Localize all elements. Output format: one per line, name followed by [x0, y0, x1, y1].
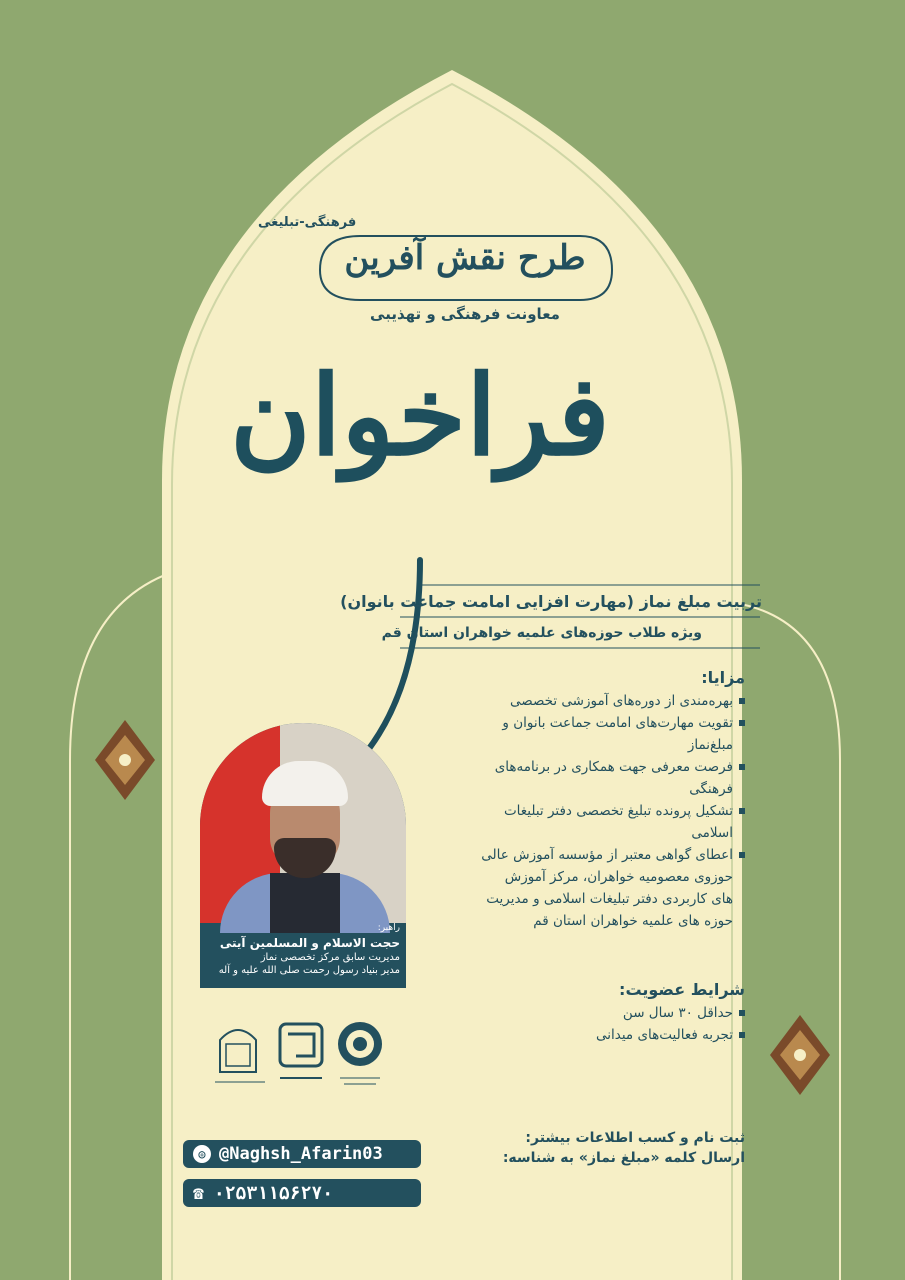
organization-name: معاونت فرهنگی و تهذیبی: [370, 305, 560, 323]
benefits-list: [480, 690, 745, 932]
phone-number-text: ۰۲۵۳۱۱۵۶۲۷۰: [213, 1182, 334, 1204]
membership-list: [520, 1002, 745, 1046]
membership-item: تجربه فعالیت‌های میدانی: [520, 1024, 745, 1046]
membership-title: شرایط عضویت:: [619, 980, 745, 999]
benefit-item: فرصت معرفی جهت همکاری در برنامه‌های فرهنگی: [480, 756, 745, 800]
course-title: تربیت مبلغ نماز (مهارت افزایی امامت جماعت بانوان): [340, 592, 762, 611]
benefit-item: بهره‌مندی از دوره‌های آموزشی تخصصی: [480, 690, 745, 712]
membership-item: حداقل ۳۰ سال سن: [520, 1002, 745, 1024]
guide-photo-card: [200, 723, 406, 988]
benefits-title: مزایا:: [701, 668, 745, 687]
ornament-left: [95, 720, 155, 800]
phone-icon: ☎: [193, 1182, 206, 1204]
registration-info: [480, 1128, 745, 1168]
guide-role-1: مدیریت سابق مرکز تخصصی نماز: [260, 952, 400, 963]
instagram-handle[interactable]: [183, 1140, 421, 1168]
program-logo-text: طرح نقش آفرین: [344, 238, 586, 278]
audience-note: ویژه طلاب حوزه‌های علمیه خواهران استان قم: [381, 625, 702, 641]
benefit-item: تشکیل پرونده تبلیغ تخصصی دفتر تبلیغات اسلامی: [480, 800, 745, 844]
sponsor-logos: [210, 1012, 410, 1092]
instagram-icon: ◎: [193, 1145, 211, 1163]
program-tag: فرهنگی-تبلیغی: [258, 215, 357, 230]
guide-role-2: مدیر بنیاد رسول رحمت صلی الله علیه و آله: [218, 965, 400, 976]
guide-name: حجت الاسلام و المسلمین آیتی: [219, 936, 400, 950]
sponsor-logo-2: [280, 1024, 322, 1078]
phone-number[interactable]: [183, 1179, 421, 1207]
guide-label: راهبر:: [377, 923, 400, 933]
sponsor-logo-1: [215, 1030, 265, 1082]
sponsor-logo-3: [338, 1022, 382, 1084]
guide-caption: [200, 923, 400, 976]
instagram-handle-text: @Naghsh_Afarin03: [219, 1144, 383, 1164]
ornament-right: [770, 1015, 830, 1095]
registration-line-1: ثبت نام و کسب اطلاعات بیشتر:: [525, 1130, 745, 1146]
benefit-item: تقویت مهارت‌های امامت جماعت بانوان و مبلغ‌نماز: [480, 712, 745, 756]
page-title: فراخوان: [229, 351, 610, 480]
benefit-item: اعطای گواهی معتبر از مؤسسه آموزش عالی حوزوی معصومیه خواهران، مرکز آموزش های کاربردی دفتر تبلیغات اسلامی و مدیریت حوزه های علمیه خواهران استان قم: [480, 844, 745, 932]
registration-line-2: ارسال کلمه «مبلغ نماز» به شناسه:: [502, 1150, 745, 1166]
